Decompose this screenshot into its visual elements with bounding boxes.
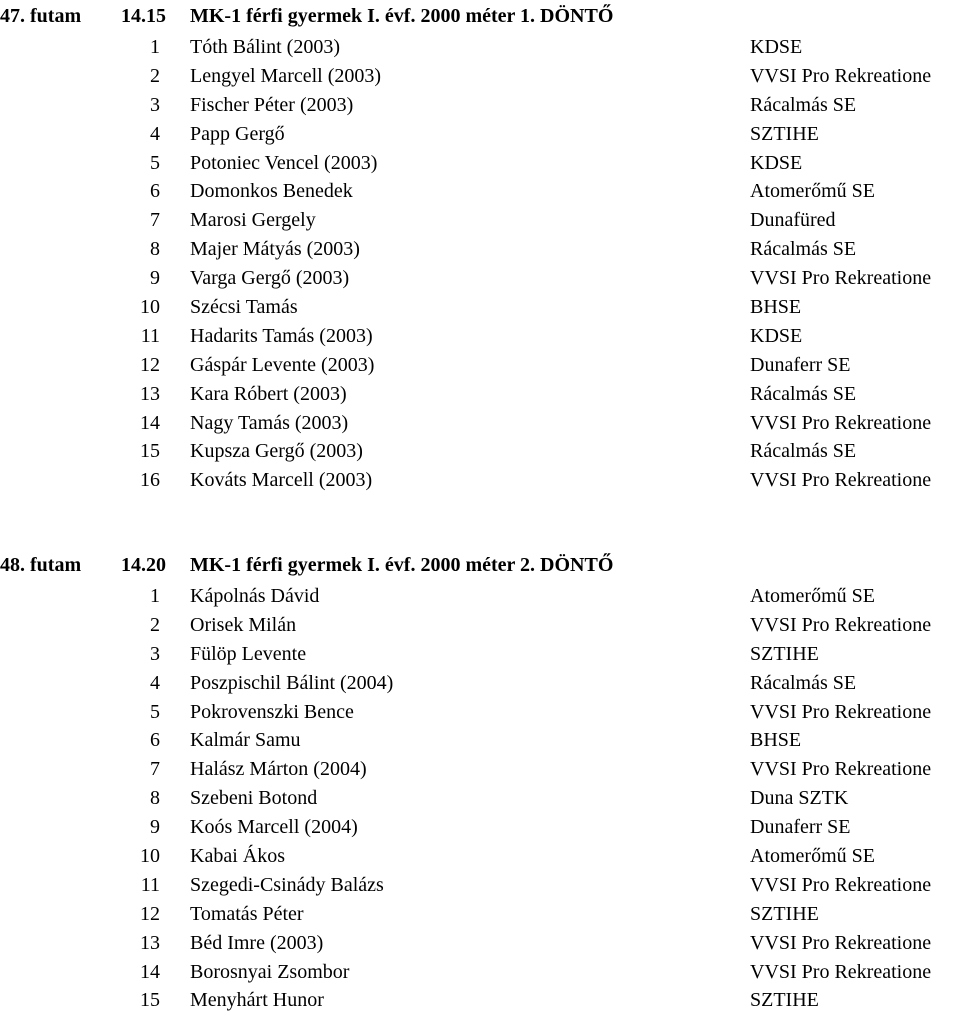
result-row: [0, 91, 960, 120]
club-name: Atomerőmű SE: [750, 845, 875, 868]
club-name: VVSI Pro Rekreatione: [750, 267, 932, 290]
result-place: 9: [150, 267, 160, 290]
result-place: 15: [140, 989, 160, 1012]
result-row: [0, 669, 960, 698]
result-place: 11: [140, 873, 160, 896]
result-place: 5: [150, 151, 160, 174]
result-place: 3: [150, 93, 160, 116]
competitor-name: Potoniec Vencel (2003): [190, 151, 378, 174]
club-name: SZTIHE: [750, 122, 819, 145]
competitor-name: Tóth Bálint (2003): [190, 36, 340, 58]
result-row: [0, 177, 960, 206]
result-place: 7: [150, 209, 160, 232]
competitor-name: Szegedi-Csinády Balázs: [190, 873, 384, 896]
club-name: Rácalmás SE: [750, 238, 857, 261]
competitor-name: Kabai Ákos: [190, 845, 285, 868]
result-row: [0, 698, 960, 727]
competitor-name: Majer Mátyás (2003): [190, 238, 360, 261]
result-place: 8: [150, 238, 160, 261]
competitor-name: Fischer Péter (2003): [190, 93, 354, 116]
race-time: 14.15: [121, 5, 166, 27]
result-place: 8: [150, 787, 160, 810]
result-row: [0, 351, 960, 380]
result-row: [0, 842, 960, 871]
result-place: 13: [140, 382, 160, 405]
competitor-name: Kupsza Gergő (2003): [190, 440, 363, 463]
result-row: [0, 437, 960, 466]
result-place: 2: [150, 64, 160, 87]
result-place: 1: [150, 36, 160, 58]
race-header: [0, 0, 960, 33]
club-name: KDSE: [750, 36, 803, 58]
result-row: [0, 813, 960, 842]
competitor-name: Halász Márton (2004): [190, 758, 367, 781]
race-number: 48. futam: [0, 554, 82, 576]
competitor-name: Poszpischil Bálint (2004): [190, 671, 394, 694]
result-row: [0, 120, 960, 149]
result-place: 10: [140, 845, 160, 868]
result-row: [0, 929, 960, 958]
result-row: [0, 900, 960, 929]
club-name: Duna SZTK: [750, 787, 849, 810]
club-name: SZTIHE: [750, 989, 819, 1012]
competitor-name: Papp Gergő: [190, 122, 285, 145]
competitor-name: Szebeni Botond: [190, 787, 318, 810]
club-name: VVSI Pro Rekreatione: [750, 613, 932, 636]
competitor-name: Nagy Tamás (2003): [190, 411, 349, 434]
result-place: 13: [140, 931, 160, 954]
result-place: 5: [150, 700, 160, 723]
competitor-name: Kápolnás Dávid: [190, 585, 320, 607]
club-name: VVSI Pro Rekreatione: [750, 411, 932, 434]
result-row: [0, 466, 960, 495]
club-name: Dunaferr SE: [750, 353, 851, 376]
race-section: [0, 549, 960, 1015]
competitor-name: Hadarits Tamás (2003): [190, 324, 373, 347]
competitor-name: Domonkos Benedek: [190, 180, 353, 203]
club-name: VVSI Pro Rekreatione: [750, 64, 932, 87]
race-header: [0, 549, 960, 582]
competitor-name: Marosi Gergely: [190, 209, 316, 232]
result-place: 12: [140, 902, 160, 925]
result-place: 6: [150, 180, 160, 203]
result-place: 11: [140, 324, 160, 347]
competitor-name: Kováts Marcell (2003): [190, 469, 373, 492]
result-place: 16: [140, 469, 160, 492]
race-time: 14.20: [121, 554, 166, 576]
result-place: 3: [150, 642, 160, 665]
result-row: [0, 322, 960, 351]
result-row: [0, 582, 960, 611]
club-name: Rácalmás SE: [750, 440, 857, 463]
club-name: Dunafüred: [750, 209, 836, 232]
result-place: 9: [150, 816, 160, 839]
result-row: [0, 380, 960, 409]
race-section: [0, 0, 960, 495]
result-place: 4: [150, 671, 160, 694]
club-name: Rácalmás SE: [750, 93, 857, 116]
club-name: Atomerőmű SE: [750, 585, 875, 607]
result-row: [0, 33, 960, 62]
club-name: Rácalmás SE: [750, 671, 857, 694]
race-number: 47. futam: [0, 5, 82, 27]
result-place: 12: [140, 353, 160, 376]
result-place: 14: [140, 960, 160, 983]
club-name: BHSE: [750, 296, 802, 319]
competitor-name: Varga Gergő (2003): [190, 267, 350, 290]
club-name: VVSI Pro Rekreatione: [750, 758, 932, 781]
club-name: VVSI Pro Rekreatione: [750, 960, 932, 983]
club-name: Atomerőmű SE: [750, 180, 875, 203]
club-name: VVSI Pro Rekreatione: [750, 700, 932, 723]
result-row: [0, 784, 960, 813]
competitor-name: Szécsi Tamás: [190, 296, 298, 319]
result-row: [0, 206, 960, 235]
result-place: 15: [140, 440, 160, 463]
competitor-name: Orisek Milán: [190, 613, 297, 636]
result-place: 7: [150, 758, 160, 781]
result-row: [0, 958, 960, 987]
result-place: 6: [150, 729, 160, 752]
results-list: [0, 33, 960, 495]
result-place: 2: [150, 613, 160, 636]
result-place: 1: [150, 585, 160, 607]
result-row: [0, 986, 960, 1015]
competitor-name: Lengyel Marcell (2003): [190, 64, 382, 87]
result-row: [0, 726, 960, 755]
result-place: 4: [150, 122, 160, 145]
club-name: KDSE: [750, 151, 803, 174]
result-place: 14: [140, 411, 160, 434]
competitor-name: Gáspár Levente (2003): [190, 353, 375, 376]
club-name: SZTIHE: [750, 902, 819, 925]
club-name: KDSE: [750, 324, 803, 347]
result-row: [0, 149, 960, 178]
result-row: [0, 264, 960, 293]
club-name: Dunaferr SE: [750, 816, 851, 839]
result-row: [0, 235, 960, 264]
competitor-name: Tomatás Péter: [190, 902, 304, 925]
results-list: [0, 582, 960, 1015]
result-row: [0, 611, 960, 640]
competitor-name: Kalmár Samu: [190, 729, 301, 752]
result-row: [0, 62, 960, 91]
race-event-title: MK-1 férfi gyermek I. évf. 2000 méter 2. DÖNTŐ: [190, 554, 614, 576]
club-name: BHSE: [750, 729, 802, 752]
result-row: [0, 640, 960, 669]
club-name: VVSI Pro Rekreatione: [750, 469, 932, 492]
result-row: [0, 293, 960, 322]
club-name: VVSI Pro Rekreatione: [750, 873, 932, 896]
race-event-title: MK-1 férfi gyermek I. évf. 2000 méter 1. DÖNTŐ: [190, 5, 614, 27]
result-row: [0, 409, 960, 438]
result-row: [0, 871, 960, 900]
competitor-name: Fülöp Levente: [190, 642, 307, 665]
competitor-name: Pokrovenszki Bence: [190, 700, 354, 723]
result-place: 10: [140, 296, 160, 319]
club-name: Rácalmás SE: [750, 382, 857, 405]
club-name: SZTIHE: [750, 642, 819, 665]
club-name: VVSI Pro Rekreatione: [750, 931, 932, 954]
competitor-name: Koós Marcell (2004): [190, 816, 358, 839]
competitor-name: Borosnyai Zsombor: [190, 960, 350, 983]
result-row: [0, 755, 960, 784]
competitor-name: Kara Róbert (2003): [190, 382, 347, 405]
competitor-name: Menyhárt Hunor: [190, 989, 324, 1012]
competitor-name: Béd Imre (2003): [190, 931, 324, 954]
